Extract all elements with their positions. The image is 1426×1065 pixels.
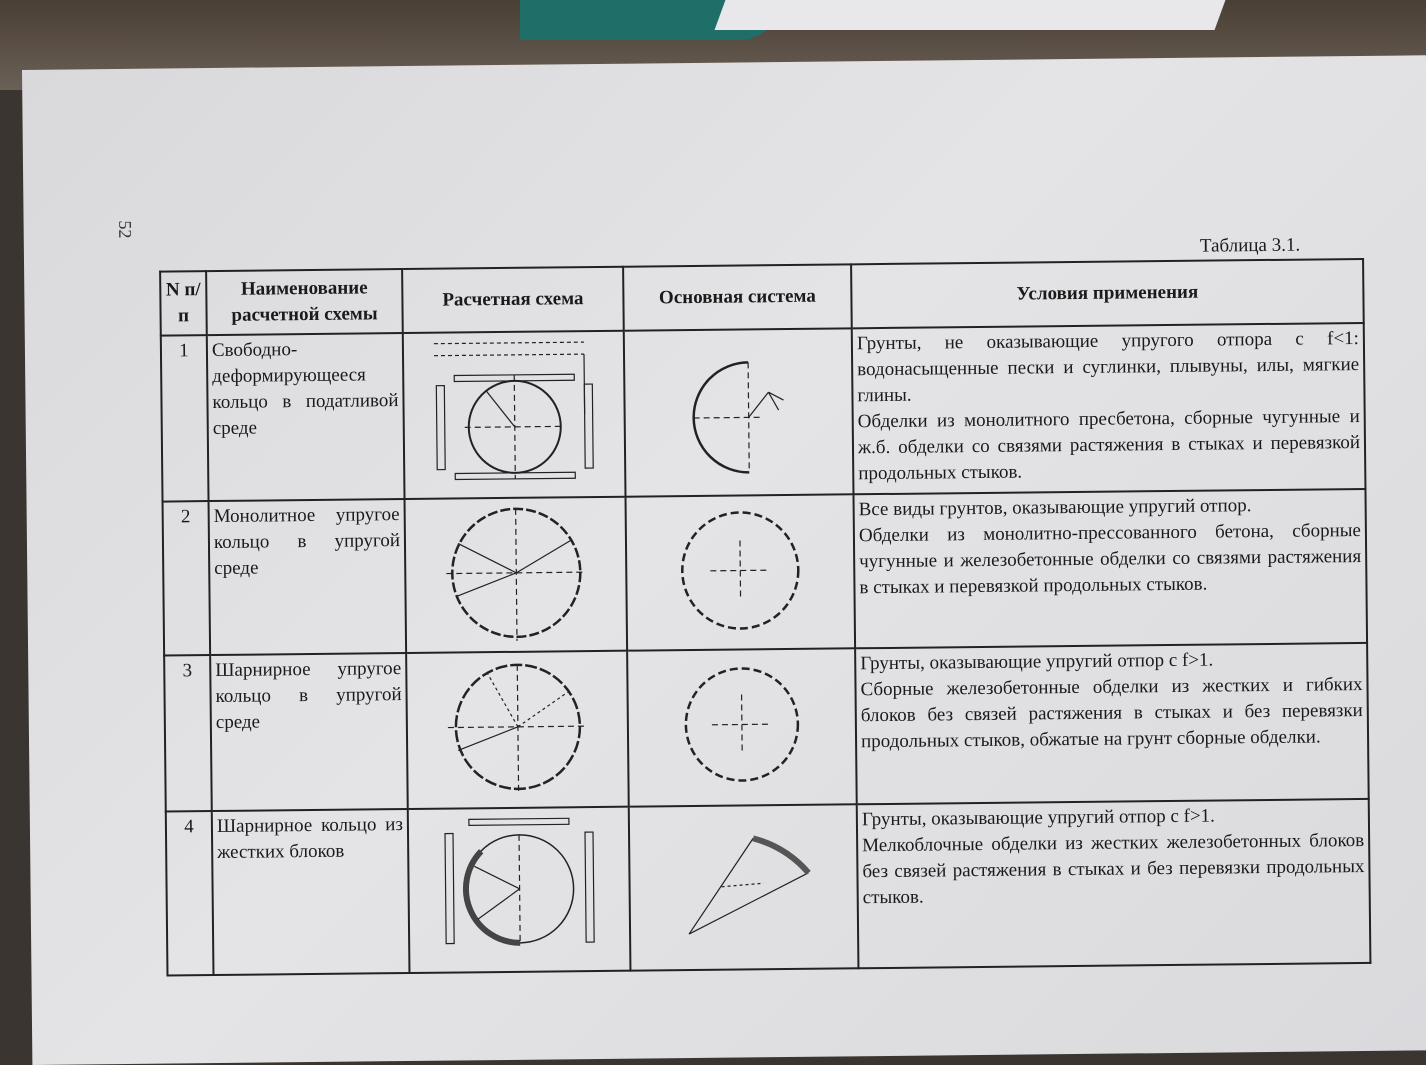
table-row <box>161 323 1366 502</box>
system-diagram-2 <box>626 494 856 650</box>
scheme-diagram-1 <box>403 331 626 499</box>
rigid-block-system-icon <box>643 807 845 959</box>
condition-lining: Обделки из монолитного пресбетона, сборные чугунные и ж.б. обделки со связями растяжения в стыках и перевязкой продольных стыков. <box>857 406 1361 485</box>
scheme-diagram-3 <box>406 651 629 809</box>
system-diagram-1 <box>624 328 854 496</box>
row-conditions <box>855 643 1369 804</box>
row-num: 1 <box>161 335 209 501</box>
hinged-ring-system-icon <box>641 651 843 798</box>
table-row <box>163 489 1368 656</box>
row-conditions <box>853 489 1367 648</box>
header-name: Наименование расчетной схемы <box>206 269 403 335</box>
scheme-diagram-4 <box>408 807 631 973</box>
row-name: Шарнирное упругое кольцо в упругой среде <box>210 653 408 811</box>
row-num: 3 <box>164 655 212 811</box>
condition-lining: Обделки из монолитно-прессованного бетона, сборные чугунные и железобетонные обделки со связями растяжения в стыках и перевязкой продольных стыков. <box>858 520 1362 599</box>
page-number: 52 <box>115 220 136 239</box>
rigid-block-ring-scheme-icon <box>418 810 620 962</box>
table-row <box>164 643 1369 812</box>
row-conditions <box>857 799 1371 968</box>
condition-lining: Сборные железобетонные обделки из жестких и гибких блоков без связей растяжения в стыках и без перевязки продольных стыков, обжатые на грунт сборные обделки. <box>860 673 1363 753</box>
scheme-diagram-2 <box>405 497 628 653</box>
system-diagram-4 <box>629 804 859 970</box>
header-scheme: Расчетная схема <box>402 267 624 333</box>
table-row <box>166 799 1371 976</box>
header-conditions: Условия применения <box>851 259 1364 328</box>
condition-lining: Мелкоблочные обделки из жестких железобетонных блоков без связей растяжения в стыках и без перевязки продольных стыков. <box>862 829 1365 909</box>
monolithic-ring-system-icon <box>640 497 842 644</box>
condition-soil: Все виды грунтов, оказывающие упругий отпор. <box>858 495 1252 521</box>
row-conditions <box>852 323 1366 494</box>
system-diagram-3 <box>627 648 857 806</box>
hinged-ring-scheme-icon <box>417 654 619 801</box>
monolithic-ring-scheme-icon <box>415 500 617 647</box>
free-ring-scheme-icon <box>413 334 615 486</box>
header-system: Основная система <box>623 264 852 330</box>
row-num: 2 <box>163 501 211 655</box>
condition-soil: Грунты, оказывающие упругий отпор с f>1. <box>860 649 1214 675</box>
background-paper <box>715 0 1226 30</box>
row-name: Свободно-деформирующееся кольцо в податливой среде <box>207 333 405 501</box>
table-caption: Таблица 3.1. <box>1199 234 1301 257</box>
condition-soil: Грунты, оказывающие упругий отпор с f>1. <box>861 805 1215 831</box>
header-num: N п/п <box>160 271 207 335</box>
condition-soil: Грунты, не оказывающие упругого отпора с f<1: водонасыщенные пески и суглинки, плывуны, илы, мягкие глины. <box>856 328 1360 407</box>
schemes-table <box>159 258 1371 977</box>
half-ring-system-icon <box>638 331 840 483</box>
book-page <box>22 55 1426 1065</box>
row-num: 4 <box>166 811 214 975</box>
row-name: Шарнирное кольцо из жестких блоков <box>212 809 410 975</box>
row-name: Монолитное упругое кольцо в упругой среде <box>209 499 407 655</box>
